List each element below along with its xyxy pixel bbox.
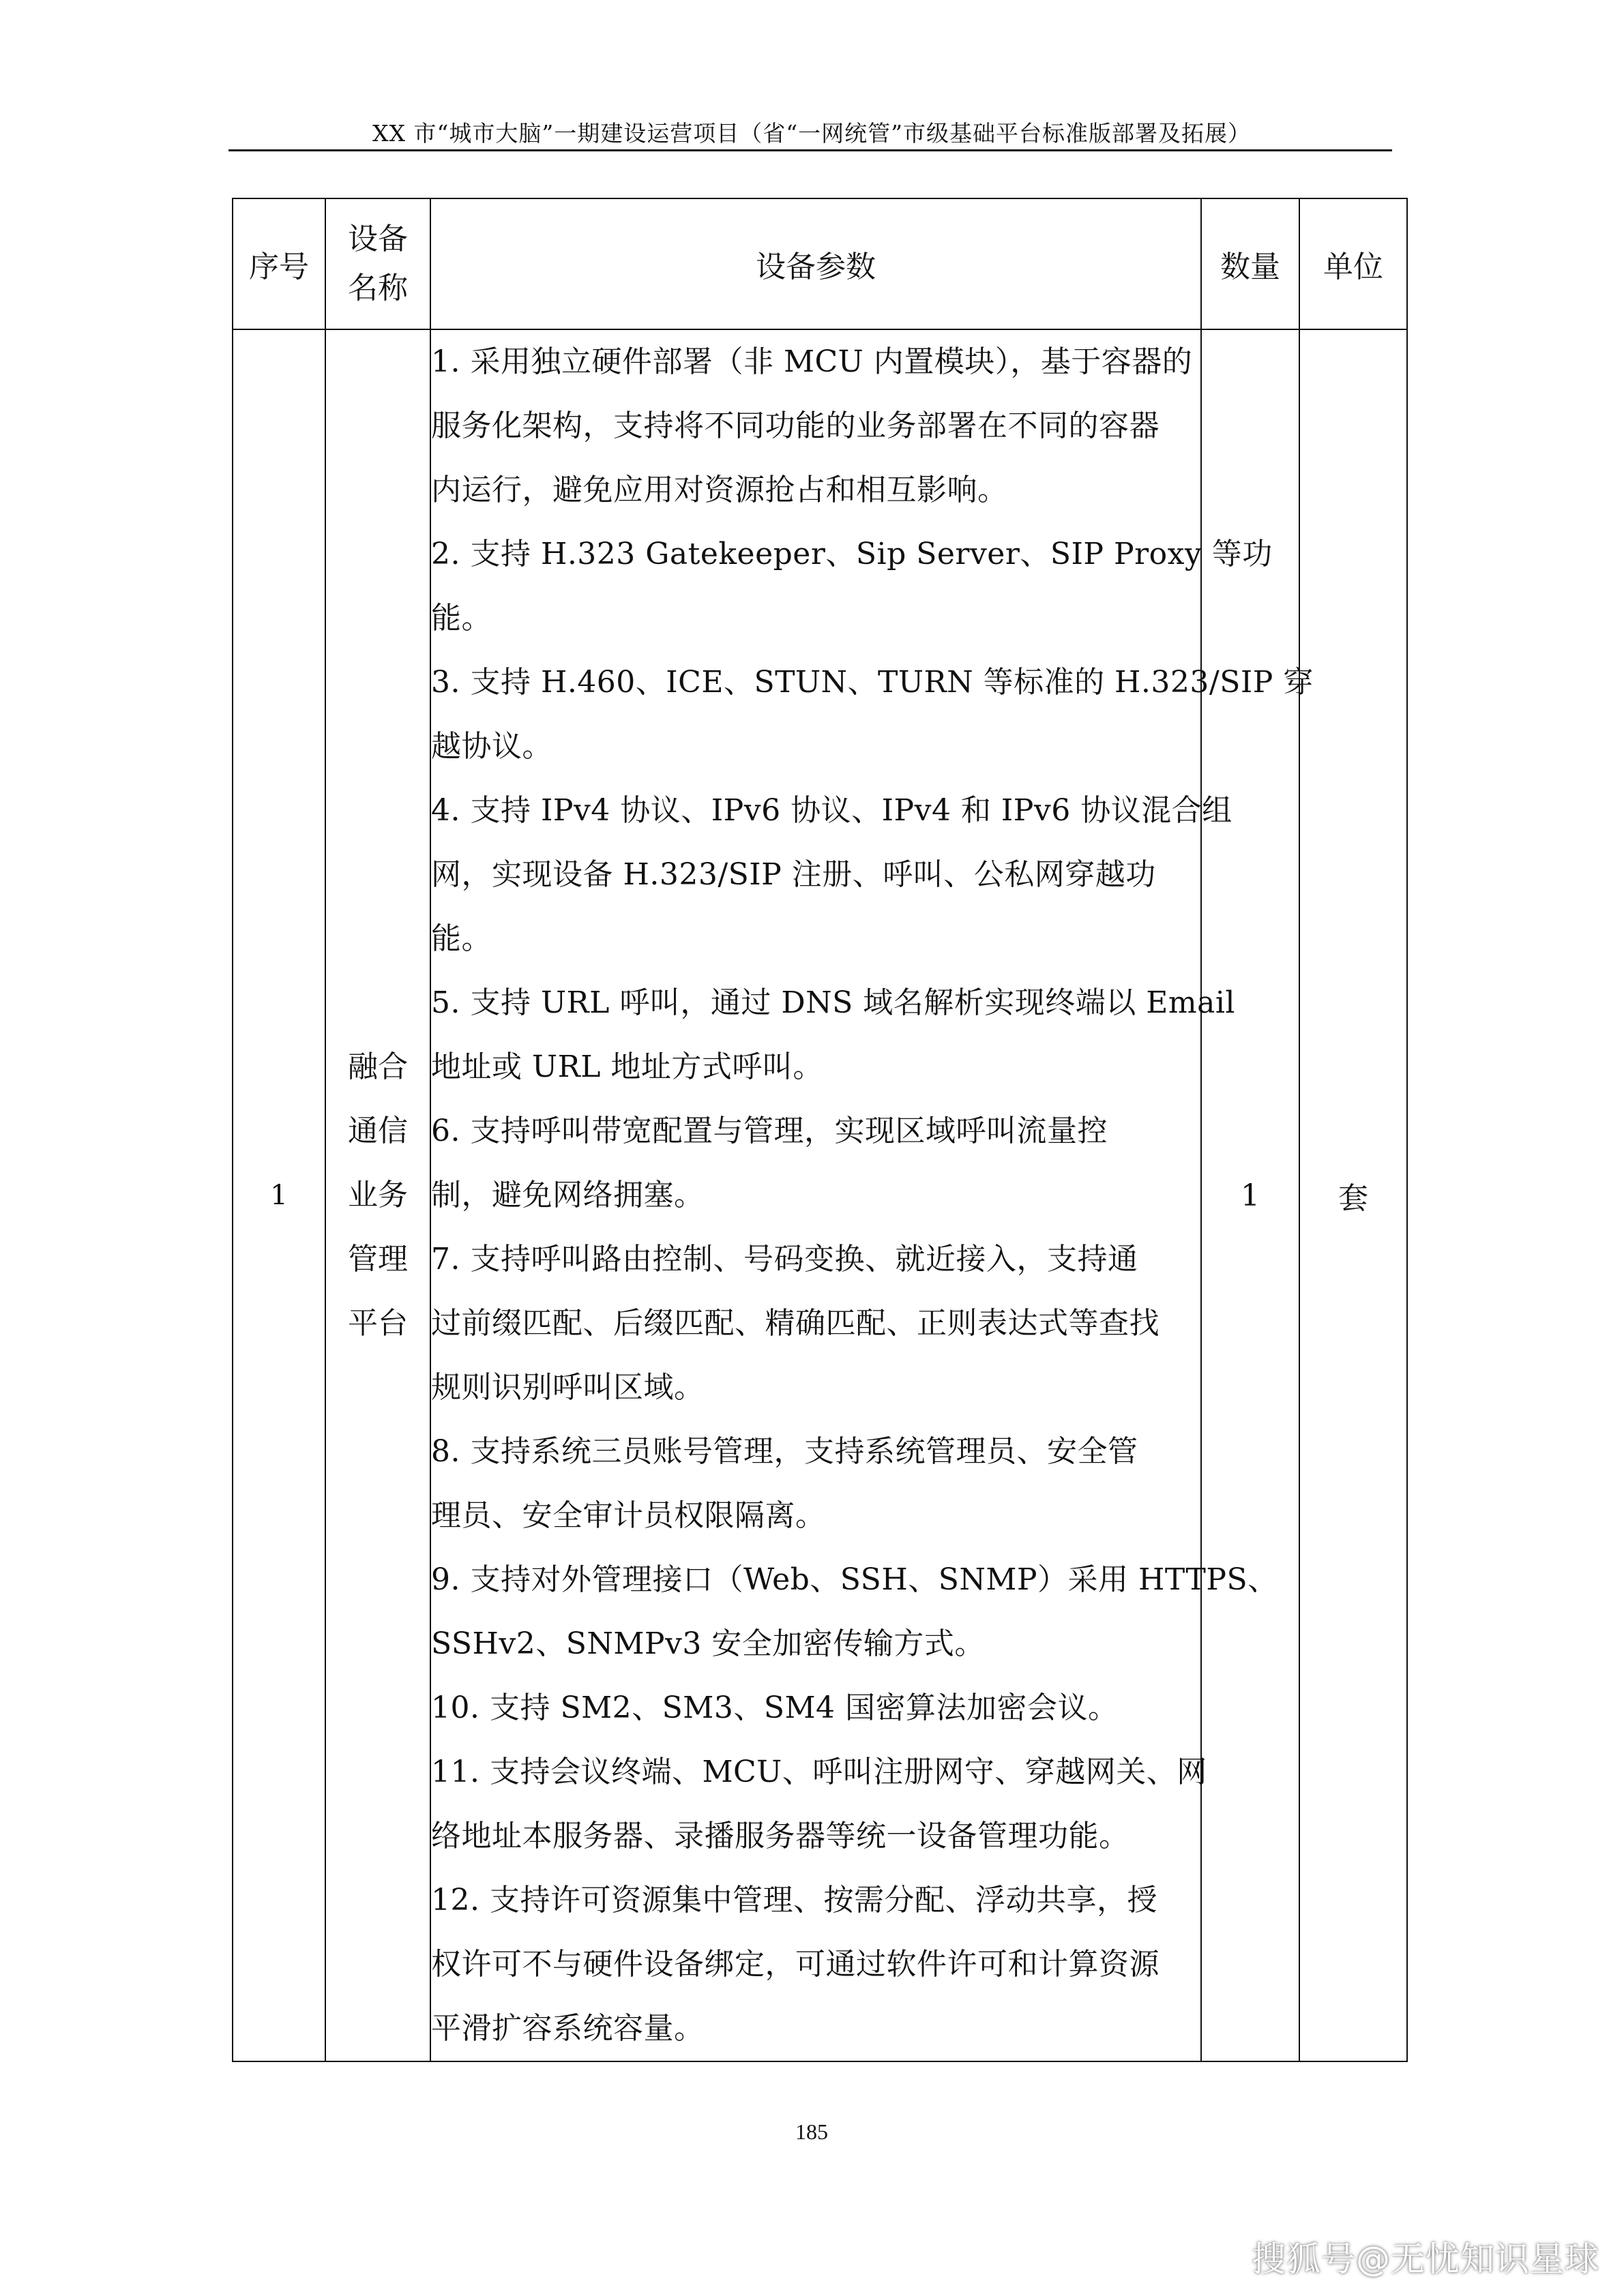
param-line: 6. 支持呼叫带宽配置与管理，实现区域呼叫流量控 bbox=[431, 1114, 1108, 1148]
param-line: SSHv2、SNMPv3 安全加密传输方式。 bbox=[431, 1626, 985, 1661]
param-line: 能。 bbox=[431, 601, 492, 636]
param-line: 2. 支持 H.323 Gatekeeper、Sip Server、SIP Proxy 等功 bbox=[431, 537, 1273, 571]
param-line: 制，避免网络拥塞。 bbox=[431, 1178, 705, 1212]
watermark-text: 搜狐号@无忧知识星球 bbox=[1252, 2239, 1599, 2279]
param-line: 10. 支持 SM2、SM3、SM4 国密算法加密会议。 bbox=[431, 1690, 1119, 1725]
param-line: 能。 bbox=[431, 921, 492, 956]
device-name-line: 融合 bbox=[348, 1049, 408, 1084]
param-line: 服务化架构，支持将不同功能的业务部署在不同的容器 bbox=[431, 408, 1160, 443]
param-line: 权许可不与硬件设备绑定，可通过软件许可和计算资源 bbox=[431, 1947, 1160, 1982]
param-line: 络地址本服务器、录播服务器等统一设备管理功能。 bbox=[431, 1819, 1130, 1853]
column-header-name-line2: 名称 bbox=[348, 271, 408, 305]
param-line: 8. 支持系统三员账号管理，支持系统管理员、安全管 bbox=[431, 1434, 1138, 1469]
row-index: 1 bbox=[233, 329, 325, 2061]
quantity-cell: 1 bbox=[1201, 329, 1299, 2061]
page-number: 185 bbox=[795, 2119, 828, 2144]
table-row bbox=[233, 329, 1407, 2061]
equipment-spec-table bbox=[232, 198, 1408, 2062]
document-header-title: XX 市“城市大脑”一期建设运营项目（省“一网统管”市级基础平台标准版部署及拓展） bbox=[372, 120, 1251, 147]
unit-cell: 套 bbox=[1299, 329, 1407, 2061]
device-name-line: 业务 bbox=[348, 1178, 408, 1212]
param-line: 越协议。 bbox=[431, 729, 552, 764]
param-line: 3. 支持 H.460、ICE、STUN、TURN 等标准的 H.323/SIP 穿 bbox=[431, 665, 1314, 700]
device-name-cell bbox=[325, 329, 430, 2061]
column-header-params: 设备参数 bbox=[430, 198, 1201, 329]
param-line: 内运行，避免应用对资源抢占和相互影响。 bbox=[431, 473, 1008, 507]
param-line: 5. 支持 URL 呼叫，通过 DNS 域名解析实现终端以 Email bbox=[431, 985, 1235, 1020]
param-line: 理员、安全审计员权限隔离。 bbox=[431, 1498, 826, 1533]
param-line: 11. 支持会议终端、MCU、呼叫注册网守、穿越网关、网 bbox=[431, 1755, 1207, 1789]
param-line: 地址或 URL 地址方式呼叫。 bbox=[431, 1049, 823, 1084]
param-line: 网，实现设备 H.323/SIP 注册、呼叫、公私网穿越功 bbox=[431, 857, 1156, 892]
param-line: 9. 支持对外管理接口（Web、SSH、SNMP）采用 HTTPS、 bbox=[431, 1562, 1278, 1597]
param-line: 7. 支持呼叫路由控制、号码变换、就近接入，支持通 bbox=[431, 1242, 1138, 1277]
device-name-line: 通信 bbox=[348, 1114, 408, 1148]
column-header-quantity: 数量 bbox=[1201, 198, 1299, 329]
param-line: 12. 支持许可资源集中管理、按需分配、浮动共享，授 bbox=[431, 1883, 1157, 1918]
param-line: 1. 采用独立硬件部署（非 MCU 内置模块），基于容器的 bbox=[431, 344, 1193, 379]
column-header-name-line1: 设备 bbox=[348, 222, 408, 256]
column-header-unit: 单位 bbox=[1299, 198, 1407, 329]
header-rule bbox=[228, 149, 1392, 151]
param-line: 过前缀匹配、后缀匹配、精确匹配、正则表达式等查找 bbox=[431, 1306, 1160, 1341]
device-name-line: 管理 bbox=[348, 1242, 408, 1277]
param-line: 规则识别呼叫区域。 bbox=[431, 1370, 705, 1405]
column-header-name bbox=[325, 198, 430, 329]
param-line: 平滑扩容系统容量。 bbox=[431, 2011, 705, 2046]
table-header-row bbox=[233, 198, 1407, 329]
device-params-cell bbox=[430, 329, 1314, 2061]
column-header-index: 序号 bbox=[233, 198, 325, 329]
param-line: 4. 支持 IPv4 协议、IPv6 协议、IPv4 和 IPv6 协议混合组 bbox=[431, 793, 1232, 828]
device-name-line: 平台 bbox=[348, 1306, 408, 1341]
